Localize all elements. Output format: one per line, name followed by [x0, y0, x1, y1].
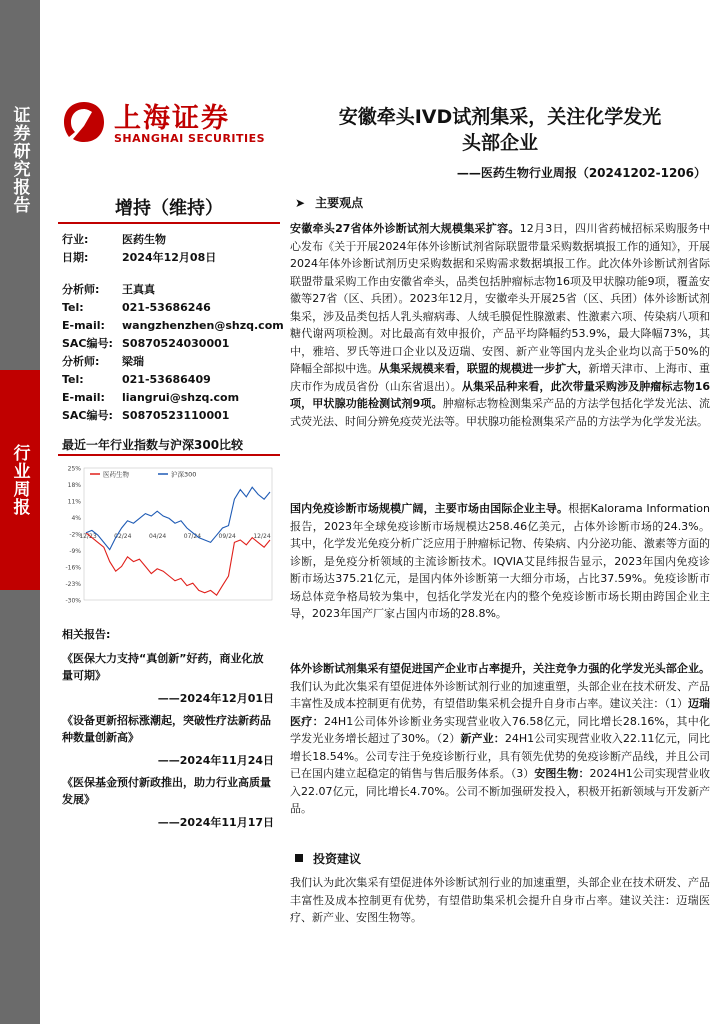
y-tick-label: 18% — [67, 482, 81, 489]
rating-divider — [58, 222, 280, 224]
related-report-title[interactable]: 《医保大力支持“真创新”好药，商业化放量可期》 — [62, 652, 264, 682]
logo-mark-icon — [62, 100, 106, 144]
sidebar-bottom-band — [0, 590, 40, 1024]
x-tick-label: 02/24 — [114, 533, 132, 540]
x-tick-label: 09/24 — [218, 533, 236, 540]
info-analyst2: 分析师: 梁瑞 — [62, 355, 144, 368]
related-report-date: ——2024年11月24日 — [157, 754, 274, 767]
chart-title: 最近一年行业指数与沪深300比较 — [58, 434, 280, 456]
info-industry: 行业: 医药生物 — [62, 233, 166, 246]
paragraph-4: 我们认为此次集采有望促进体外诊断试剂行业的加速重塑，头部企业在技术研发、产品丰富性及成本控制更有优势，有望借助集采机会提升自身市占率。建议关注：迈瑞医疗、新产业、安图生物等。 — [290, 876, 710, 924]
triangle-bullet-icon: ➤ — [295, 196, 306, 210]
y-tick-label: -23% — [65, 581, 81, 588]
index-comparison-chart — [58, 434, 280, 606]
report-subtitle: ——医药生物行业周报（20241202-1206） — [456, 166, 706, 180]
y-tick-label: -2% — [69, 531, 81, 539]
chart-frame — [84, 468, 272, 600]
y-tick-label: 11% — [67, 498, 81, 506]
x-tick-label: 07/24 — [183, 533, 202, 540]
sidebar-top-label: 证券研究报告 — [9, 106, 30, 214]
y-tick-label: 4% — [71, 515, 81, 522]
legend-label: 医药生物 — [103, 470, 129, 479]
x-tick-label: 12/24 — [253, 533, 271, 540]
y-tick-label: -16% — [65, 564, 81, 572]
report-title-line1: 安徽牵头IVD试剂集采，关注化学发光 — [338, 106, 662, 128]
related-report-date: ——2024年11月17日 — [157, 816, 274, 829]
y-tick-label: 25% — [67, 465, 81, 473]
series-line-csi300 — [86, 487, 270, 549]
related-report-date: ——2024年12月01日 — [157, 692, 274, 705]
section-main-points: ➤ 主要观点 — [295, 196, 364, 210]
sidebar-mid-label: 行业周报 — [9, 444, 30, 516]
related-reports-heading: 相关报告: — [62, 628, 111, 641]
paragraph-1: 安徽牵头27省体外诊断试剂大规模集采扩容。12月3日，四川省药械招标采购服务中心发布《关于开展2024年体外诊断试剂省际联盟带量采购数据填报工作的通知》，开展2024年体外诊断试剂历史采购数据和采购需求数据填报工作。此次体外诊断试剂省际联盟带量采购工作由安徽省牵头，品类包括肿瘤标志物16项及甲状腺功能9项，覆盖安徽等27省（区、兵团）。2023年12月，安徽牵头开展25省（区、兵团）体外诊断试剂集采，涉及品类包括人乳头瘤病毒、人绒毛膜促性腺激素、性激素六项、传染病八项和糖代谢两项检测。对比最高有效申报价，产品平均降幅约53.9%，最大降幅73%，其中，雅培、罗氏等进口企业以及迈瑞、安图、新产业等国内龙头企业均以高于50%的降幅全部拟中选。从集采规模来看，联盟的规模进一步扩大，新增天津市、上海市、重庆市作为成员省份（山东省退出）。从集采品种来看，此次带量采购涉及肿瘤标志物16项，甲状腺功能检测试剂9项。肿瘤标志物检测集采产品的方法学包括化学发光法、流式荧光法、时间分辨免疫荧光法等。甲状腺功能检测集采产品的方法学为化学发光法。 — [290, 222, 711, 428]
info-sac1: SAC编号: S0870524030001 — [62, 337, 230, 350]
company-logo — [62, 96, 266, 156]
square-bullet-icon — [295, 854, 303, 862]
paragraph-2: 国内免疫诊断市场规模广阔，主要市场由国际企业主导。根据Kalorama Information报告，2023年全球免疫诊断市场规模达258.46亿美元，占体外诊断市场的24.3%。其中，化学发光免疫分析广泛应用于肿瘤标记物、传染病、内分泌功能、激素等方面的诊断，是免疫分析领域的主流诊断技术。IQVIA艾昆纬报告显示，2023年国内免疫诊断市场达375.21亿元，是国内体外诊断第一大细分市场，占比37.59%。免疫诊断市场总体竞争格局较为集中，包括化学发光在内的整个免疫诊断市场长期由跨国企业主导，2023年国产厂家占国内市场的28.8%。 — [290, 502, 711, 620]
info-tel2: Tel: 021-53686409 — [62, 373, 211, 386]
logo-text-en: SHANGHAI SECURITIES — [114, 132, 266, 145]
x-tick-label: 12/23 — [79, 533, 97, 540]
legend-label: 沪深300 — [171, 470, 197, 479]
info-email1: E-mail: wangzhenzhen@shzq.com — [62, 319, 284, 332]
section-investment-advice: 投资建议 — [295, 850, 361, 867]
related-report-title[interactable]: 《医保基金预付新政推出，助力行业高质量发展》 — [62, 776, 271, 806]
chart-plot — [58, 460, 280, 606]
report-title-line2: 头部企业 — [461, 132, 538, 154]
y-tick-label: -9% — [69, 548, 81, 555]
info-tel1: Tel: 021-53686246 — [62, 301, 211, 314]
paragraph-3: 体外诊断试剂集采有望促进国产企业市占率提升，关注竞争力强的化学发光头部企业。我们认为此次集采有望促进体外诊断试剂行业的加速重塑，头部企业在技术研发、产品丰富性及成本控制更有优势，有望借助集采机会提升自身市占率。建议关注：（1）迈瑞医疗：24H1公司体外诊断业务实现营业收入76.58亿元，同比增长28.16%，其中化学发光业务增长超过了30%。（2）新产业：24H1公司实现营业收入22.11亿元，同比增长18.54%。公司专注于免疫诊断行业，具有领先优势的免疫诊断产品线，并且公司已在国内建立起稳定的销售与售后服务体系。（3）安图生物：2024H1公司实现营业收入22.07亿元，同比增长4.70%。公司不断加强研发投入，积极开拓新领域与开发新产品。 — [290, 662, 711, 815]
logo-text-cn: 上海证券 — [114, 103, 230, 134]
info-email2: E-mail: liangrui@shzq.com — [62, 391, 240, 404]
related-report-title[interactable]: 《设备更新招标涨潮起，突破性疗法新药品种数量创新高》 — [62, 714, 271, 744]
info-date: 日期: 2024年12月08日 — [62, 251, 217, 264]
info-analyst1: 分析师: 王真真 — [62, 283, 155, 296]
info-sac2: SAC编号: S0870523110001 — [62, 409, 230, 422]
x-tick-label: 04/24 — [148, 533, 167, 540]
y-tick-label: -30% — [65, 597, 81, 605]
sidebar — [0, 0, 40, 1024]
rating: 增持（维持） — [115, 198, 223, 219]
